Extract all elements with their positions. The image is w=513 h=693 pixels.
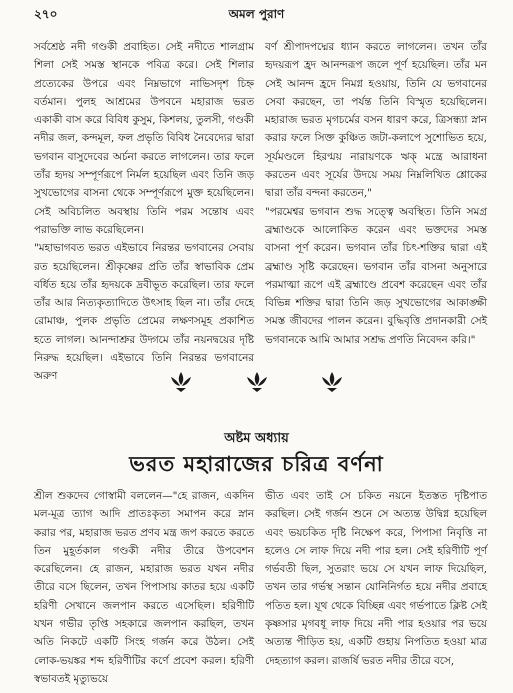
lotus-ornament-icon [168, 371, 194, 393]
chapter-number: অষ্টম অধ্যায় [224, 431, 289, 446]
paragraph: "পরমেশ্বর ভগবান শুদ্ধ সত্ত্বে অবস্থিত। তিনি সমগ্র ব্রহ্মাণ্ডকে আলোকিত করেন এবং ভক্তদের সমস্ত বাসনা পূর্ণ করেন। ভগবান তাঁর চিৎ-শক্তির দ্বারা এই ব্রহ্মাণ্ড সৃষ্টি করেছেন। ভগবান তাঁর বাসনা অনুসারে পরমাত্মা রূপে এই ব্রহ্মাণ্ডে প্রবেশ করেছেন এবং তাঁর বিভিন্ন শক্তির দ্বারা তিনি জড় সুখভোগের আকাঙ্ক্ষী সমস্ত জীবদের পালন করেন। বুদ্ধিবৃত্তি প্রদানকারী সেই ভগবানকে আমি আমার সশ্রদ্ধ প্রণতি নিবেদন করি।" [265, 205, 491, 346]
top-left-column [34, 38, 258, 386]
section-ornaments [0, 371, 513, 397]
paragraph: "মহাভাগবত ভরত এইভাবে নিরন্তর ভগবানের সেবায় রত হয়েছিলেন। শ্রীকৃষ্ণের প্রতি তাঁর স্বাভাবিক প্রেম বর্ধিত হয়ে তাঁর হৃদয়কে দ্রবীভূত করেছিল। তার ফলে তাঁর আর নিত্যকৃত্যাদিতে উৎসাহ ছিল না। তাঁর দেহে রোমাঞ্চ, পুলক প্রভৃতি প্রেমের লক্ষণসমূহ প্রকাশিত হতে লাগল। আনন্দাশ্রুর উদ্গমে তাঁর নয়নদ্বয়ের দৃষ্টি নিরুদ্ধ হয়েছিল। এইভাবে তিনি নিরন্তর ভগবানের অরুণ [34, 242, 258, 383]
bottom-right-column [265, 487, 491, 670]
running-header-title: অমল পুরাণ [228, 7, 285, 21]
paragraph: বর্ণ শ্রীপাদপদ্মের ধ্যান করতে লাগলেন। তখন তাঁর হৃদয়রূপ হ্রদ আনন্দরূপ জলে পূর্ণ হয়েছিল। তাঁর মন সেই আনন্দ হ্রদে নিমগ্ন হওয়ায়, তিনি যে ভগবানের সেবা করছেন, তা পর্যন্ত তিনি বিস্মৃত হয়েছিলেন। মহারাজ ভরত মৃগচর্মের বসন ধারণ করে, ত্রিসন্ধ্যা স্নান করার ফলে সিক্ত কুঞ্চিত জটা-কলাপে সুশোভিত হয়ে, সূর্যমণ্ডলে হিরণ্ময় নারায়ণকে ঋক্ মন্ত্রে আরাধনা করতেন এবং সূর্যের উদয়ে সময় নিম্নলিখিত শ্লোকের দ্বারা তাঁর বন্দনা করতেন," [265, 41, 491, 200]
lotus-ornament-icon [244, 371, 270, 393]
paragraph: ভীত এবং তাই সে চকিত নয়নে ইতস্তত দৃষ্টিপাত করছিল। সেই গর্জন শুনে সে অত্যন্ত উদ্বিগ্ন হয়েছিল এবং ভয়চকিত দৃষ্টি নিক্ষেপ করে, পিপাসা নিবৃত্তি না হলেও সে লাফ দিয়ে নদী পার হল। সেই হরিণীটি পূর্ণ গর্ভবতী ছিল, সুতরাং ভয়ে সে যখন লাফ দিয়েছিল, তখন তার গর্ভস্থ সন্তান যোনিনির্গত হয়ে নদীর প্রবাহে পতিত হল। যূথ থেকে বিচ্ছিন্ন এবং গর্ভপাতে ক্লিষ্ট সেই কৃষ্ণসার মৃগবধূ লাফ দিয়ে নদী পার হওয়ার পর ভয়ে অত্যন্ত পীড়িত হয়, একটি গুহায় নিপতিত হওয়া মাত্র দেহত্যাগ করল। রাজর্ষি ভরত নদীর তীরে বসে, [265, 490, 491, 667]
page-number: ২৭০ [34, 7, 58, 21]
chapter-title: ভরত মহারাজের চরিত্র বর্ণনা [129, 451, 384, 476]
top-right-column [265, 38, 491, 349]
paragraph: সর্বশ্রেষ্ঠ নদী গণ্ডকী প্রবাহিত। সেই নদীতে শালগ্রাম শিলা সেই সমস্ত স্থানকে পবিত্র করে। সেই শিলার প্রত্যেকের উপরে এবং নিম্নভাগে নাভিসদৃশ চিহ্ন বর্তমান। পুলহ আশ্রমের উপবনে মহারাজ ভরত একাকী বাস করে বিবিধ কুসুম, কিশলয়, তুলসী, গণ্ডকী নদীর জল, কন্দমূল, ফল প্রভৃতি বিবিধ নৈবেদ্যের দ্বারা ভগবান বাসুদেবের অর্চনা করতে লাগলেন। তার ফলে তাঁর হৃদয় সম্পূর্ণরূপে নির্মল হয়েছিল এবং তিনি জড় সুখভোগের বাসনা থেকে সম্পূর্ণরূপে মুক্ত হয়েছিলেন। সেই অবিচলিত অবস্থায় তিনি পরম সন্তোষ এবং পরাভক্তি লাভ করেছিলেন। [34, 41, 258, 236]
lotus-ornament-icon [319, 371, 345, 393]
paragraph: শ্রীল শুকদেব গোস্বামী বললেন—"হে রাজন, একদিন মল-মূত্র ত্যাগ আদি প্রাতঃকৃত্য সমাপন করে স্নান করার পর, মহারাজ ভরত প্রণব মন্ত্র জপ করতে করতে তিন মুহূর্তকাল গণ্ডকী নদীর তীরে উপবেশন করেছিলেন। হে রাজন, মহারাজ ভরত যখন নদীর তীরে বসে ছিলেন, তখন পিপাসায় কাতর হয়ে একটি হরিণী সেখানে জলপান করতে এসেছিল। হরিণীটি যখন গভীর তৃপ্তি সহকারে জলপান করছিল, তখন অতি নিকটে একটি সিংহ গর্জন করে উঠল। সেই লোক-ভয়ঙ্কর শব্দ হরিণীটির কর্ণে প্রবেশ করল। হরিণী স্বভাবতই মৃত্যুভয়ে [34, 490, 258, 685]
bottom-left-column [34, 487, 258, 688]
